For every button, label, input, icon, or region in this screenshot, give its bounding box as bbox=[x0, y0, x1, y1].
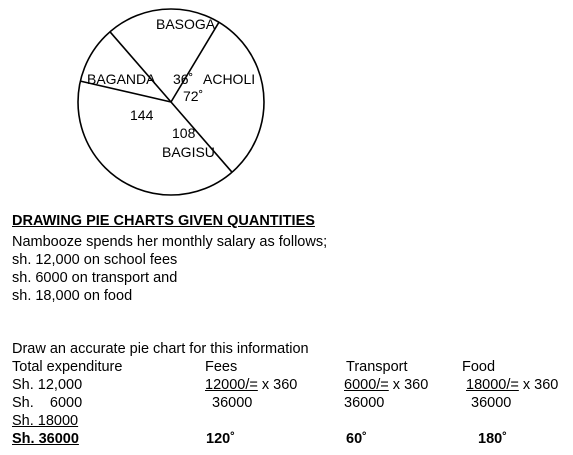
transport-fraction-top bbox=[344, 376, 428, 394]
expenditure-transport: Sh. 6000 bbox=[12, 395, 83, 411]
expenditure-fees: Sh. 12,000 bbox=[12, 377, 83, 393]
expenditure-total: Sh. 36000 bbox=[12, 431, 79, 447]
instruction: Draw an accurate pie chart for this information bbox=[12, 341, 309, 357]
food-numerator: 18000/= bbox=[466, 377, 519, 393]
food-multiplier: x 360 bbox=[518, 377, 559, 393]
label-angle-36: 36˚ bbox=[173, 71, 194, 87]
label-angle-72: 72˚ bbox=[183, 88, 204, 104]
fees-fraction-top bbox=[205, 376, 297, 394]
label-angle-144: 144 bbox=[130, 107, 154, 123]
pie-chart bbox=[0, 0, 573, 200]
answer-food: 180˚ bbox=[478, 431, 508, 447]
col-header-transport: Transport bbox=[346, 359, 408, 375]
intro-line-1: Nambooze spends her monthly salary as follows; bbox=[12, 234, 328, 250]
transport-denominator: 36000 bbox=[344, 395, 385, 411]
fees-numerator: 12000/= bbox=[205, 377, 258, 393]
intro-line-3: sh. 6000 on transport and bbox=[12, 270, 178, 286]
transport-numerator: 6000/= bbox=[344, 377, 389, 393]
pie-radius-acholi bbox=[110, 32, 171, 102]
answer-fees: 120˚ bbox=[206, 431, 236, 447]
label-basoga: BASOGA bbox=[156, 16, 216, 32]
intro-line-2: sh. 12,000 on school fees bbox=[12, 252, 178, 268]
food-fraction-top bbox=[466, 376, 558, 394]
answer-transport: 60˚ bbox=[346, 431, 367, 447]
col-header-total: Total expenditure bbox=[12, 359, 123, 375]
label-acholi: ACHOLI bbox=[203, 71, 256, 87]
food-denominator: 36000 bbox=[471, 395, 512, 411]
label-angle-108: 108 bbox=[172, 125, 196, 141]
col-header-fees: Fees bbox=[205, 359, 238, 375]
fees-multiplier: x 360 bbox=[257, 377, 298, 393]
label-baganda: BAGANDA bbox=[87, 71, 156, 87]
transport-multiplier: x 360 bbox=[388, 377, 429, 393]
intro-line-4: sh. 18,000 on food bbox=[12, 288, 133, 304]
expenditure-food: Sh. 18000 bbox=[12, 413, 79, 429]
label-bagisu: BAGISU bbox=[162, 144, 215, 160]
section-heading: DRAWING PIE CHARTS GIVEN QUANTITIES bbox=[12, 213, 315, 229]
col-header-food: Food bbox=[462, 359, 496, 375]
fees-denominator: 36000 bbox=[212, 395, 253, 411]
